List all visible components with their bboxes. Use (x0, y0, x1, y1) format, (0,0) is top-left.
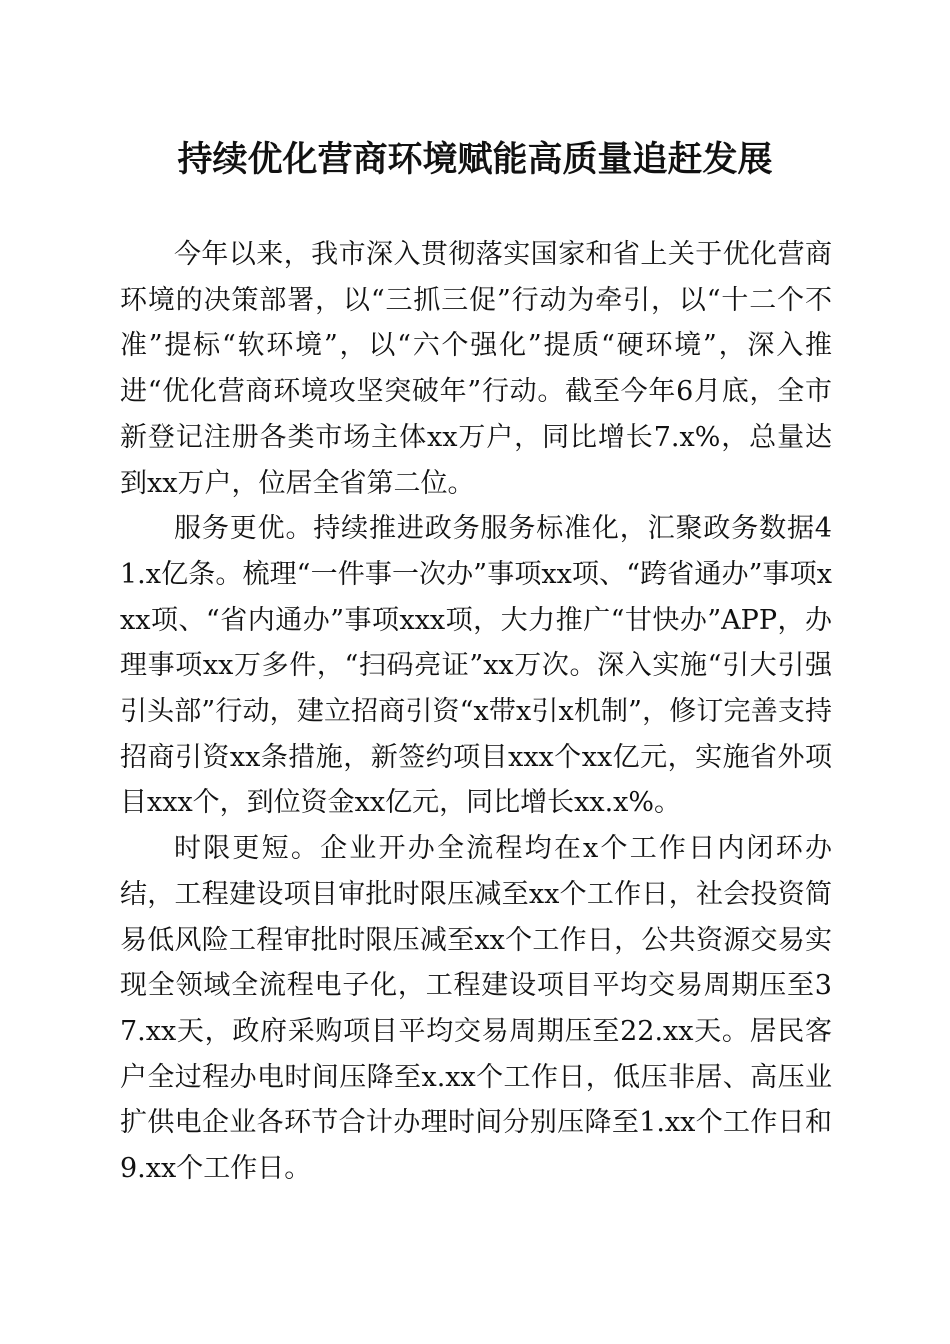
document-body (120, 232, 832, 1192)
paragraph-service: 服务更优。持续推进政务服务标准化，汇聚政务数据41.x亿条。梳理“一件事一次办”事项xx项、“跨省通办”事项xxx项、“省内通办”事项xxx项，大力推广“甘快办”APP，办理事项xx万多件，“扫码亮证”xx万次。深入实施“引大引强引头部”行动，建立招商引资“x带x引x机制”，修订完善支持招商引资xx条措施，新签约项目xxx个xx亿元，实施省外项目xxx个，到位资金xx亿元，同比增长xx.x%。 (120, 513, 832, 819)
paragraph-intro: 今年以来，我市深入贯彻落实国家和省上关于优化营商环境的决策部署，以“三抓三促”行动为牵引，以“十二个不准”提标“软环境”，以“六个强化”提质“硬环境”，深入推进“优化营商环境攻坚突破年”行动。截至今年6月底，全市新登记注册各类市场主体xx万户，同比增长7.x%，总量达到xx万户，位居全省第二位。 (120, 239, 832, 499)
document-title: 持续优化营商环境赋能高质量追赶发展 (177, 139, 773, 180)
paragraph-time-limit: 时限更短。企业开办全流程均在x个工作日内闭环办结，工程建设项目审批时限压减至xx个工作日，社会投资简易低风险工程审批时限压减至xx个工作日，公共资源交易实现全领域全流程电子化，工程建设项目平均交易周期压至37.xx天，政府采购项目平均交易周期压至22.xx天。居民客户全过程办电时间压降至x.xx个工作日，低压非居、高压业扩供电企业各环节合计办理时间分别压降至1.xx个工作日和9.xx个工作日。 (120, 833, 832, 1185)
